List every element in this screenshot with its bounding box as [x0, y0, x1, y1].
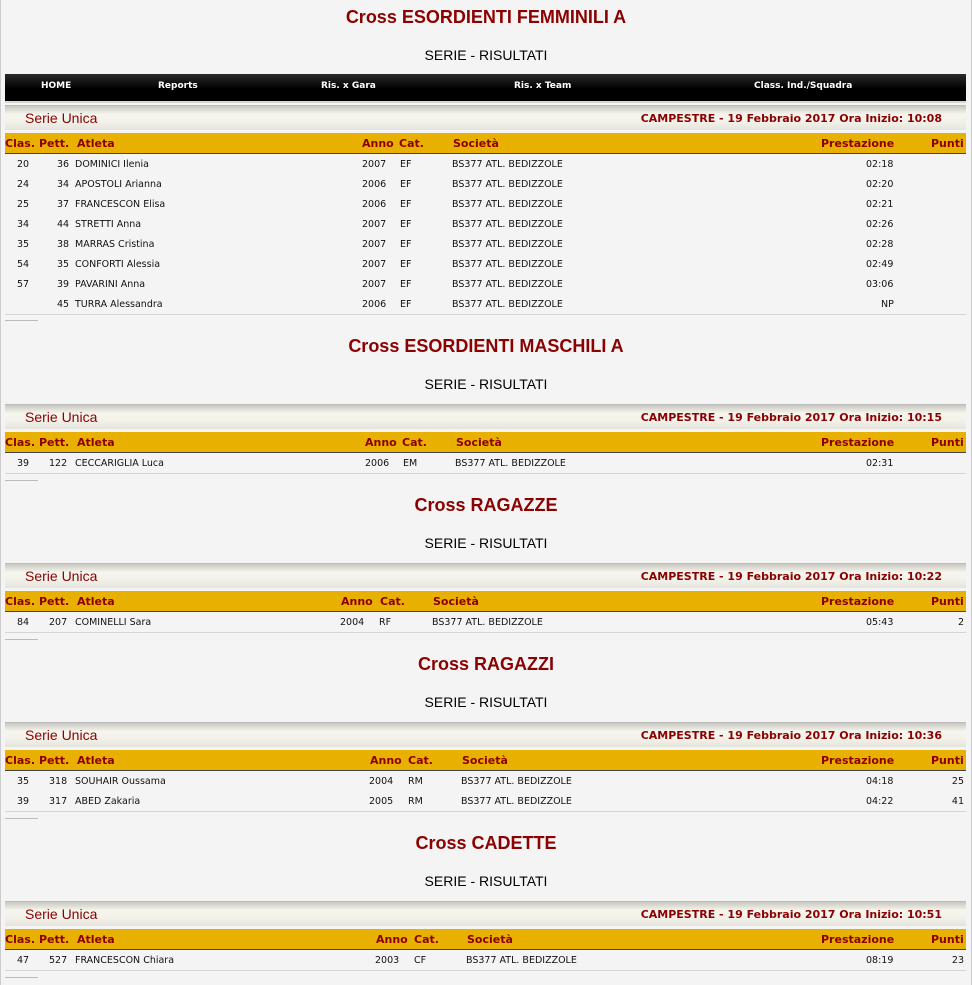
divider [5, 639, 38, 640]
cell-pett: 37 [57, 199, 70, 210]
serie-name: Serie Unica [25, 409, 98, 425]
col-societa: Società [433, 595, 479, 608]
cell-societa: BS377 ATL. BEDIZZOLE [452, 199, 563, 210]
col-cat: Cat. [399, 137, 424, 150]
serie-name: Serie Unica [25, 568, 98, 584]
divider [5, 818, 38, 819]
cell-societa: BS377 ATL. BEDIZZOLE [452, 279, 563, 290]
cell-pett: 45 [57, 299, 70, 310]
cell-cat: EF [400, 219, 412, 230]
cell-pett: 38 [57, 239, 70, 250]
cell-societa: BS377 ATL. BEDIZZOLE [432, 617, 543, 628]
cell-societa: BS377 ATL. BEDIZZOLE [452, 179, 563, 190]
cell-pett: 35 [57, 259, 70, 270]
cell-prestazione: 02:28 [866, 239, 894, 250]
cell-clas: 39 [17, 458, 30, 469]
cell-cat: RM [408, 776, 423, 787]
cell-societa: BS377 ATL. BEDIZZOLE [461, 776, 572, 787]
table-header [5, 133, 966, 154]
divider [5, 480, 38, 481]
cell-clas: 57 [17, 279, 30, 290]
table-header [5, 929, 966, 950]
cell-pett: 39 [57, 279, 70, 290]
col-punti: Punti [931, 137, 964, 150]
section-title: Cross RAGAZZE [414, 495, 558, 515]
cell-anno: 2007 [362, 219, 387, 230]
col-prestazione: Prestazione [821, 137, 895, 150]
col-cat: Cat. [408, 754, 433, 767]
cell-cat: EF [400, 159, 412, 170]
cell-prestazione: 02:20 [866, 179, 894, 190]
col-pett: Pett. [39, 436, 70, 449]
cell-punti: 25 [951, 776, 964, 787]
cell-societa: BS377 ATL. BEDIZZOLE [455, 458, 566, 469]
cell-prestazione: 03:06 [866, 279, 894, 290]
table-row [5, 214, 966, 235]
cell-societa: BS377 ATL. BEDIZZOLE [452, 259, 563, 270]
table-row [5, 274, 966, 295]
section-title: Cross CADETTE [415, 833, 557, 853]
col-societa: Società [462, 754, 508, 767]
cell-societa: BS377 ATL. BEDIZZOLE [452, 299, 563, 310]
table-row [5, 791, 966, 812]
cell-societa: BS377 ATL. BEDIZZOLE [452, 159, 563, 170]
cell-pett: 317 [49, 796, 68, 807]
cell-anno: 2006 [365, 458, 390, 469]
cell-prestazione: 02:26 [866, 219, 894, 230]
cell-pett: 527 [49, 955, 68, 966]
serie-info: CAMPESTRE - 19 Febbraio 2017 Ora Inizio: 10:15 [640, 411, 942, 424]
cell-clas: 35 [17, 239, 30, 250]
nav-class-ind-squadra-link[interactable]: Class. Ind./Squadra [754, 81, 853, 91]
cell-atleta: STRETTI Anna [75, 219, 142, 230]
section-subtitle: SERIE - RISULTATI [424, 873, 548, 889]
cell-prestazione: 02:21 [866, 199, 894, 210]
divider [5, 977, 38, 978]
nav-ris-gara-link[interactable]: Ris. x Gara [321, 81, 376, 91]
col-atleta: Atleta [77, 436, 115, 449]
cell-prestazione: 02:18 [866, 159, 894, 170]
cell-societa: BS377 ATL. BEDIZZOLE [461, 796, 572, 807]
cell-punti: 2 [957, 617, 964, 628]
col-clas: Clas. [5, 436, 35, 449]
cell-cat: EF [400, 259, 412, 270]
col-prestazione: Prestazione [821, 595, 895, 608]
cell-clas: 47 [17, 955, 30, 966]
cell-atleta: ABED Zakaria [75, 796, 141, 807]
serie-name: Serie Unica [25, 727, 98, 743]
col-clas: Clas. [5, 137, 35, 150]
table-header [5, 591, 966, 612]
cell-prestazione: NP [881, 299, 894, 310]
serie-bar [5, 901, 966, 926]
col-anno: Anno [341, 595, 373, 608]
nav-bar [5, 74, 966, 103]
cell-cat: EF [400, 279, 412, 290]
cell-anno: 2007 [362, 279, 387, 290]
cell-prestazione: 05:43 [866, 617, 894, 628]
cell-cat: EM [403, 458, 418, 469]
cell-atleta: CONFORTI Alessia [75, 259, 161, 270]
cell-prestazione: 04:18 [866, 776, 894, 787]
cell-pett: 318 [49, 776, 68, 787]
table-row [5, 194, 966, 215]
cell-atleta: APOSTOLI Arianna [75, 179, 162, 190]
col-prestazione: Prestazione [821, 754, 895, 767]
col-societa: Società [456, 436, 502, 449]
cell-cat: RF [379, 617, 392, 628]
table-row [5, 453, 966, 474]
cell-punti: 41 [951, 796, 964, 807]
cell-anno: 2004 [340, 617, 365, 628]
serie-info: CAMPESTRE - 19 Febbraio 2017 Ora Inizio: 10:51 [640, 908, 942, 921]
col-punti: Punti [931, 933, 964, 946]
table-row [5, 612, 966, 633]
cell-atleta: SOUHAIR Oussama [75, 776, 166, 787]
serie-name: Serie Unica [25, 110, 98, 126]
section-subtitle: SERIE - RISULTATI [424, 376, 548, 392]
cell-anno: 2003 [375, 955, 400, 966]
col-punti: Punti [931, 595, 964, 608]
nav-home-link[interactable]: HOME [41, 81, 72, 91]
col-cat: Cat. [402, 436, 427, 449]
divider [5, 320, 38, 321]
col-pett: Pett. [39, 754, 70, 767]
cell-pett: 122 [49, 458, 68, 469]
col-clas: Clas. [5, 933, 35, 946]
serie-name: Serie Unica [25, 906, 98, 922]
table-row [5, 771, 966, 792]
table-row [5, 154, 966, 175]
serie-info: CAMPESTRE - 19 Febbraio 2017 Ora Inizio: 10:22 [640, 570, 942, 583]
cell-atleta: FRANCESCON Chiara [75, 955, 175, 966]
serie-bar [5, 404, 966, 429]
section-subtitle: SERIE - RISULTATI [424, 535, 548, 551]
col-pett: Pett. [39, 137, 70, 150]
section-title: Cross ESORDIENTI FEMMINILI A [345, 7, 627, 27]
col-societa: Società [453, 137, 499, 150]
cell-prestazione: 02:31 [866, 458, 894, 469]
table-row [5, 234, 966, 255]
cell-atleta: COMINELLI Sara [75, 617, 152, 628]
table-row [5, 294, 966, 315]
cell-cat: RM [408, 796, 423, 807]
serie-bar [5, 722, 966, 747]
cell-atleta: FRANCESCON Elisa [75, 199, 166, 210]
col-atleta: Atleta [77, 933, 115, 946]
cell-societa: BS377 ATL. BEDIZZOLE [452, 219, 563, 230]
cell-societa: BS377 ATL. BEDIZZOLE [466, 955, 577, 966]
cell-pett: 34 [57, 179, 70, 190]
cell-atleta: MARRAS Cristina [75, 239, 155, 250]
col-atleta: Atleta [77, 595, 115, 608]
cell-pett: 36 [57, 159, 70, 170]
col-punti: Punti [931, 436, 964, 449]
cell-prestazione: 02:49 [866, 259, 894, 270]
cell-atleta: CECCARIGLIA Luca [75, 458, 164, 469]
col-anno: Anno [365, 436, 397, 449]
cell-clas: 34 [17, 219, 30, 230]
cell-clas: 39 [17, 796, 30, 807]
cell-cat: EF [400, 239, 412, 250]
col-clas: Clas. [5, 595, 35, 608]
col-atleta: Atleta [77, 137, 115, 150]
cell-cat: CF [414, 955, 427, 966]
col-punti: Punti [931, 754, 964, 767]
table-header [5, 432, 966, 453]
cell-cat: EF [400, 179, 412, 190]
cell-clas: 35 [17, 776, 30, 787]
serie-bar [5, 105, 966, 130]
cell-clas: 25 [17, 199, 30, 210]
cell-pett: 207 [49, 617, 68, 628]
section-title: Cross RAGAZZI [417, 654, 554, 674]
section-subtitle: SERIE - RISULTATI [424, 694, 548, 710]
cell-anno: 2007 [362, 239, 387, 250]
section-subtitle: SERIE - RISULTATI [424, 47, 548, 63]
cell-anno: 2004 [369, 776, 394, 787]
col-cat: Cat. [380, 595, 405, 608]
col-clas: Clas. [5, 754, 35, 767]
cell-anno: 2006 [362, 199, 387, 210]
table-row [5, 950, 966, 971]
cell-clas: 54 [17, 259, 30, 270]
cell-clas: 84 [17, 617, 30, 628]
serie-info: CAMPESTRE - 19 Febbraio 2017 Ora Inizio: 10:36 [640, 729, 942, 742]
cell-anno: 2006 [362, 299, 387, 310]
table-header [5, 750, 966, 771]
cell-cat: EF [400, 299, 412, 310]
table-row [5, 174, 966, 195]
col-pett: Pett. [39, 933, 70, 946]
col-anno: Anno [376, 933, 408, 946]
col-prestazione: Prestazione [821, 436, 895, 449]
cell-anno: 2006 [362, 179, 387, 190]
cell-prestazione: 08:19 [866, 955, 894, 966]
cell-atleta: TURRA Alessandra [75, 299, 163, 310]
col-prestazione: Prestazione [821, 933, 895, 946]
cell-anno: 2007 [362, 159, 387, 170]
cell-anno: 2007 [362, 259, 387, 270]
cell-pett: 44 [57, 219, 70, 230]
col-anno: Anno [370, 754, 402, 767]
cell-clas: 20 [17, 159, 30, 170]
col-societa: Società [467, 933, 513, 946]
col-cat: Cat. [414, 933, 439, 946]
serie-info: CAMPESTRE - 19 Febbraio 2017 Ora Inizio: 10:08 [640, 112, 942, 125]
serie-bar [5, 563, 966, 588]
cell-anno: 2005 [369, 796, 394, 807]
col-atleta: Atleta [77, 754, 115, 767]
section-title: Cross ESORDIENTI MASCHILI A [348, 336, 624, 356]
table-row [5, 254, 966, 275]
cell-punti: 23 [951, 955, 964, 966]
cell-clas: 24 [17, 179, 30, 190]
col-anno: Anno [362, 137, 394, 150]
col-pett: Pett. [39, 595, 70, 608]
cell-societa: BS377 ATL. BEDIZZOLE [452, 239, 563, 250]
nav-reports-link[interactable]: Reports [158, 81, 198, 91]
cell-prestazione: 04:22 [866, 796, 894, 807]
cell-atleta: DOMINICI Ilenia [75, 159, 149, 170]
nav-ris-team-link[interactable]: Ris. x Team [514, 81, 572, 91]
cell-atleta: PAVARINI Anna [75, 279, 146, 290]
cell-cat: EF [400, 199, 412, 210]
